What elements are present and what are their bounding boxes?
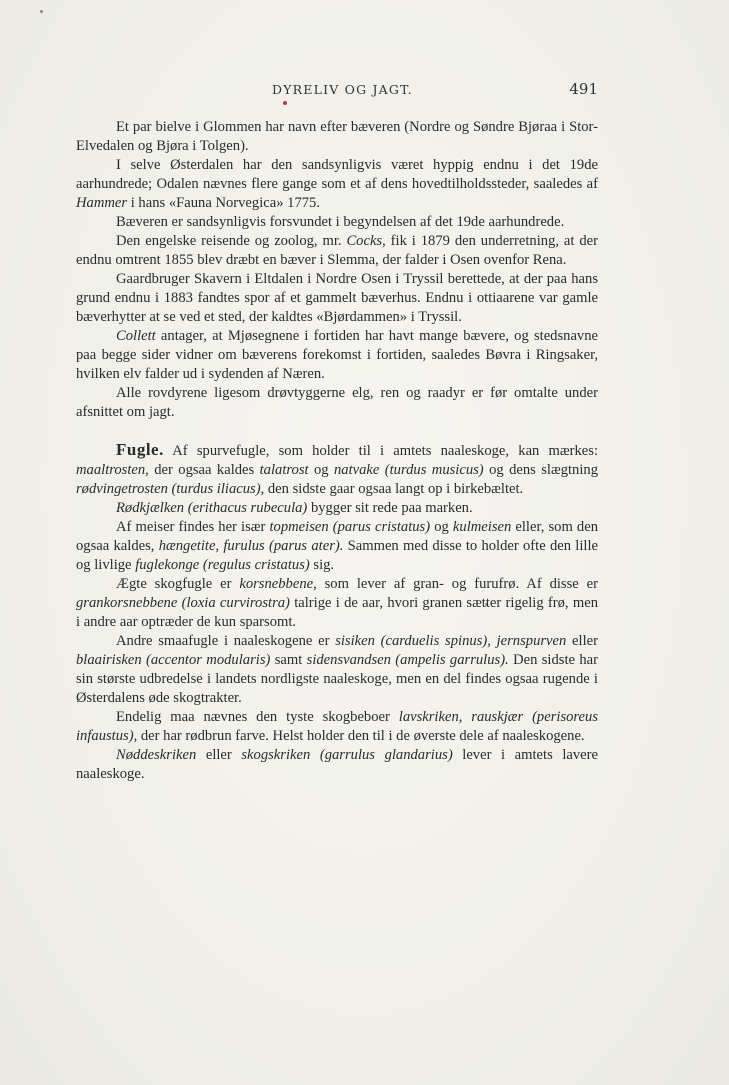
paragraph <box>76 118 598 156</box>
italic-term: Hammer <box>76 195 128 211</box>
italic-term: kulmeisen <box>452 519 512 535</box>
text-run: Af meiser findes her især <box>116 519 270 535</box>
text-run: Ægte skogfugle er <box>116 576 240 592</box>
text-run: den sidste gaar ogsaa langt op i birkebæltet. <box>264 481 524 497</box>
text-run: i hans «Fauna Norvegica» 1775. <box>127 195 320 211</box>
text-run: der ogsaa kaldes <box>148 462 260 478</box>
text-run: Andre smaafugle i naaleskogene er <box>116 633 336 649</box>
text-run: talrige i de aar, hvori granen sætter rigelig frø, men i andre aar optræder de kun sparsomt. <box>76 595 598 630</box>
italic-term: lavskriken, rauskjær (perisoreus infaustus), <box>76 709 599 744</box>
text-run: sig. <box>309 557 335 573</box>
text-run: og <box>308 462 334 478</box>
italic-term: Rødkjælken (erithacus rubecula) <box>116 500 308 516</box>
text-run: der har rødbrun farve. Helst holder den til i de øverste dele af naaleskogene. <box>137 728 585 744</box>
running-title: DYRELIV OG JAGT. <box>272 82 413 97</box>
speck <box>40 10 43 13</box>
italic-term: Collett <box>116 328 156 344</box>
text-run: Sammen med disse to holder ofte den lille og livlige <box>76 538 598 573</box>
ink-mark <box>283 101 287 105</box>
italic-term: topmeisen (parus cristatus) <box>269 519 431 535</box>
paragraph <box>76 518 598 575</box>
page-number: 491 <box>569 80 598 98</box>
italic-term: natvake (turdus musicus) <box>333 462 484 478</box>
text-run: , fik i 1879 den underretning, at der endnu omtrent 1855 blev dræbt en bæver i Slemma, der falder i Osen ovenfor Rena. <box>76 233 598 268</box>
paragraph <box>76 327 598 384</box>
text-run: samt <box>270 652 307 668</box>
text-run: Af spurvefugle, som holder til i amtets naaleskoge, kan mærkes: <box>163 443 598 459</box>
text-run: antager, at Mjøsegnene i fortiden har havt mange bævere, og stedsnavne paa begge sider vidner om bæverens forekomst i fortiden, saaledes Bøvra i Ringsaker, hvilken elv falder ud i sydenden af Næren. <box>76 328 598 382</box>
text-run: I selve Østerdalen har den sandsynligvis været hyppig endnu i det 19de aarhundrede; Odalen nævnes flere gange som et af dens hovedtilholdssteder, saaledes af <box>76 157 598 192</box>
text-run: Gaardbruger Skavern i Eltdalen i Nordre Osen i Tryssil berettede, at der paa hans grund endnu i 1883 fandtes spor af et gammelt bæverhus. Endnu i ottiaarene var gamle bæverhytter at se ved et sted, der kaldtes «Bjørdammen» i Tryssil. <box>76 271 598 325</box>
text-run: Alle rovdyrene ligesom drøvtyggerne elg, ren og raadyr er før omtalte under afsnittet om jagt. <box>76 385 598 420</box>
text-run: Den engelske reisende og zoolog, mr. <box>116 233 347 249</box>
page-body <box>76 118 598 784</box>
italic-term: skogskriken (garrulus glandarius) <box>241 747 453 763</box>
text-run: eller, som den ogsaa kaldes, <box>76 519 598 554</box>
paragraph <box>76 384 598 422</box>
text-run: Endelig maa nævnes den tyste skogbeboer <box>116 709 399 725</box>
paragraph <box>76 708 598 746</box>
italic-term: Nøddeskriken <box>116 747 197 763</box>
text-run: eller <box>566 633 598 649</box>
text-run: lever i amtets lavere naaleskoge. <box>76 747 598 782</box>
section-gap <box>76 422 598 440</box>
text-run: som lever af gran- og furufrø. Af disse er <box>316 576 598 592</box>
italic-term: sidensvandsen (ampelis garrulus). <box>306 652 509 668</box>
italic-term: hængetite, furulus (parus ater). <box>158 538 344 554</box>
text-run: Et par bielve i Glommen har navn efter bæveren (Nordre og Søndre Bjøraa i Stor-Elvedalen og Bjøra i Tolgen). <box>76 119 598 154</box>
paragraph <box>76 746 598 784</box>
italic-term: maaltrosten, <box>76 462 149 478</box>
text-run: og dens slægtning <box>483 462 598 478</box>
italic-term: fuglekonge (regulus cristatus) <box>135 557 310 573</box>
paragraph <box>76 632 598 708</box>
italic-term: rødvingetrosten (turdus iliacus), <box>76 481 265 497</box>
text-run: og <box>430 519 453 535</box>
paragraph <box>76 213 598 232</box>
section-heading: Fugle. <box>116 440 164 459</box>
paragraph <box>76 440 598 499</box>
paragraph <box>76 575 598 632</box>
italic-term: sisiken (carduelis spinus), jernspurven <box>335 633 567 649</box>
italic-term: talatrost <box>259 462 309 478</box>
text-run: Den sidste har sin største udbredelse i landets nordligste naaleskoge, men en del findes ogsaa rugende i Østerdalens øde skogtrakter. <box>76 652 598 706</box>
paragraph <box>76 270 598 327</box>
italic-term: blaairisken (accentor modularis) <box>76 652 271 668</box>
text-run: Bæveren er sandsynligvis forsvundet i begyndelsen af det 19de aarhundrede. <box>116 214 565 230</box>
italic-term: korsnebbene, <box>239 576 317 592</box>
paragraph <box>76 499 598 518</box>
text-run: bygger sit rede paa marken. <box>307 500 473 516</box>
italic-term: Cocks <box>346 233 383 249</box>
page-header <box>76 80 598 100</box>
text-run: eller <box>196 747 242 763</box>
italic-term: grankorsnebbene (loxia curvirostra) <box>76 595 290 611</box>
paragraph <box>76 156 598 213</box>
paragraph <box>76 232 598 270</box>
